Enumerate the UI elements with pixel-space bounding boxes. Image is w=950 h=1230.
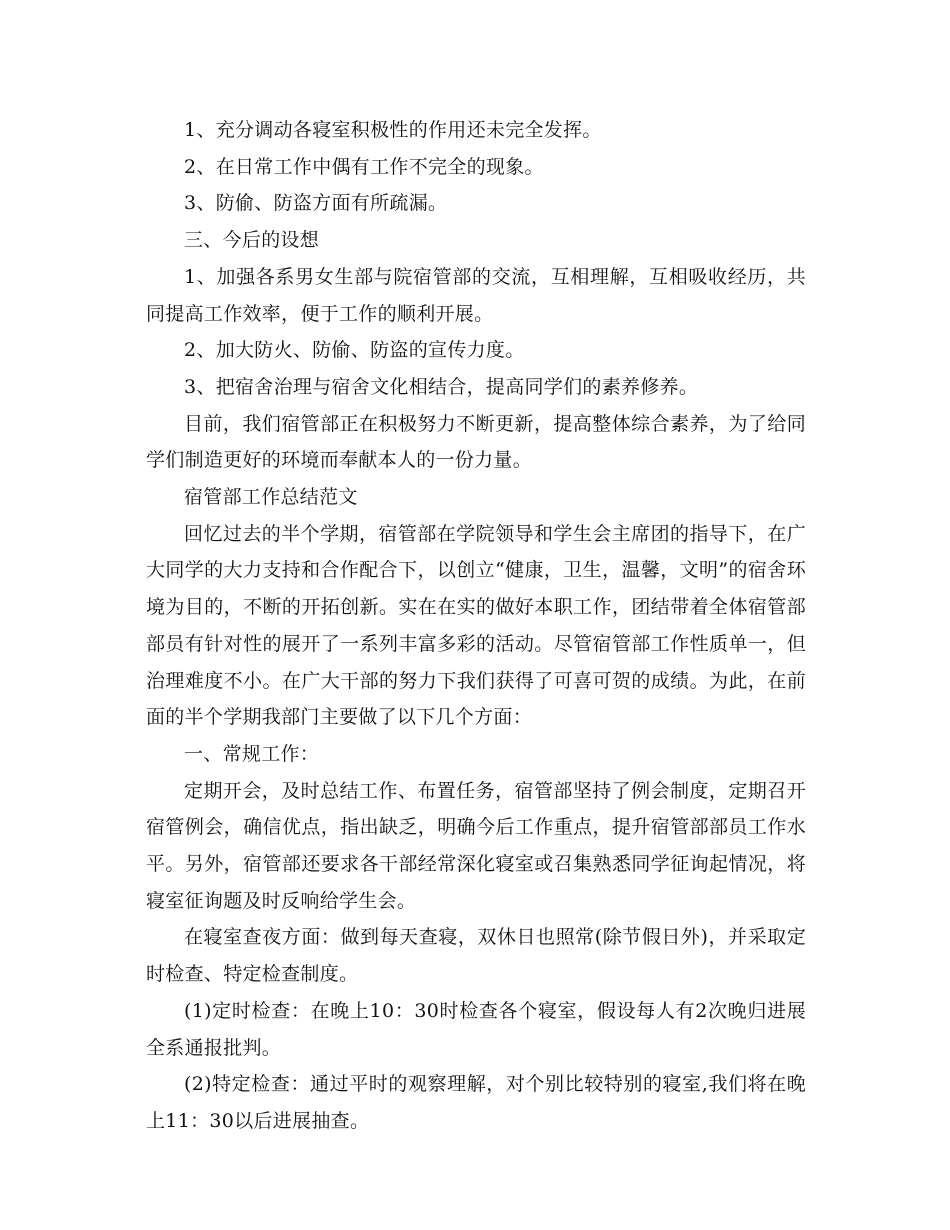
paragraph: 3、把宿舍治理与宿舍文化相结合，提高同学们的素养修养。 [184,375,699,398]
paragraph: 1、加强各系男女生部与院宿管部的交流，互相理解，互相吸收经历，共同提高工作效率，便于工作的顺利开展。 [146,265,806,325]
document-title: 宿管部工作总结范文 [184,486,358,509]
section-heading: 三、今后的设想 [184,229,320,252]
paragraph: 2、在日常工作中偶有工作不完全的现象。 [184,155,544,178]
paragraph: 3、防偷、防盗方面有所疏漏。 [184,192,448,215]
paragraph: (1)定时检查：在晚上10：30时检查各个寝室，假设每人有2次晚归进展全系通报批判。 [146,999,806,1059]
paragraph: 1、充分调动各寝室积极性的作用还未完全发挥。 [184,119,602,141]
paragraph: 在寝室查夜方面：做到每天查寝，双休日也照常(除节假日外)，并采取定时检查、特定检查制度。 [146,926,806,986]
section-heading: 一、常规工作： [184,742,320,765]
paragraph: 回忆过去的半个学期，宿管部在学院领导和学生会主席团的指导下，在广大同学的大力支持和合作配合下，以创立“健康，卫生，温馨，文明”的宿舍环境为目的，不断的开拓创新。实在在实的做好本职工作，团结带着全体宿管部部员有针对性的展开了一系列丰富多彩的活动。尽管宿管部工作性质单一，但治理难度不小。在广大干部的努力下我们获得了可喜可贺的成绩。为此，在前面的半个学期我部门主要做了以下几个方面： [146,522,806,729]
paragraph: 定期开会，及时总结工作、布置任务，宿管部坚持了例会制度，定期召开宿管例会，确信优点，指出缺乏，明确今后工作重点，提升宿管部部员工作水平。另外，宿管部还要求各干部经常深化寝室或召集熟悉同学征询起情况，将寝室征询题及时反响给学生会。 [146,779,806,912]
document-body [146,112,806,1140]
paragraph: (2)特定检查：通过平时的观察理解，对个别比较特别的寝室,我们将在晚上11：30以后进展抽查。 [146,1073,806,1132]
paragraph: 2、加大防火、防偷、防盗的宣传力度。 [184,339,525,362]
paragraph: 目前，我们宿管部正在积极努力不断更新，提高整体综合素养，为了给同学们制造更好的环境而奉献本人的一份力量。 [146,412,806,472]
